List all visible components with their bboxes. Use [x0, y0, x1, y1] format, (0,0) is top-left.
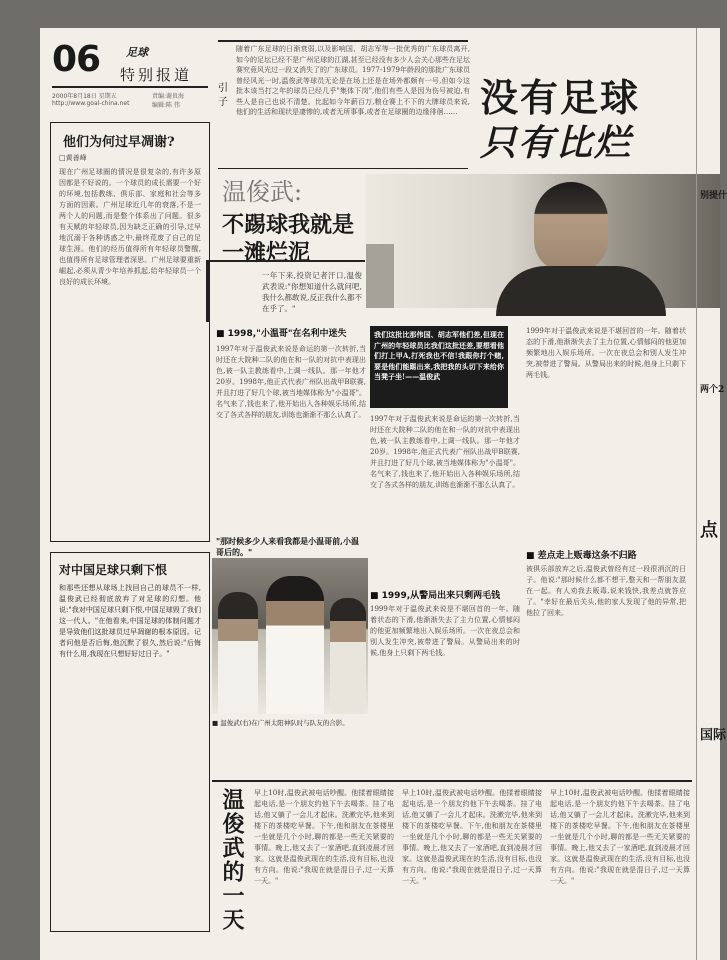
issue-date: 2000年8月18日 星期五 [52, 93, 117, 100]
player-left [218, 592, 258, 714]
section-1-body: 1997年对于温俊武来说是命运的第一次转折,当时还在大院种二队的他在和一队的对抗中表现出色,被一队主教练看中,上调一线队。那一年他才20岁。1998年,他正式代表广州队出战甲B联赛,并且打进了好几个球,被当地媒体称为"小温哥"。名气来了,钱也来了,他开始出入各种娱乐场所,结交了各式各样的朋友,训练也渐渐不那么认真了。 [216, 345, 366, 419]
designer-credit: 编辑:陈 伟 [152, 102, 180, 109]
section-2-title-text: 1999,从警局出来只剩两毛钱 [381, 591, 501, 601]
intro-bottom-rule [218, 168, 468, 169]
section-1-square-icon: ■ [216, 329, 225, 339]
player-center [266, 576, 324, 714]
section-1-bold-quote: "那时候多少人来看我都是小温哥前,小温哥后的。" [216, 536, 359, 557]
editor-credit: 责编:谢贵海 [152, 93, 185, 100]
bottom-vertical-title: 温俊武的一天 [219, 788, 245, 932]
right-edge-rule [696, 28, 697, 960]
feature-title-line-1: 不踢球我就是 [222, 212, 355, 238]
caption-square-icon: ■ [212, 719, 219, 727]
photo-caption-text: 温俊武(右)在广州太阳神队时与队友的合影。 [220, 719, 349, 727]
pullquote-text: 一年下来,投资记者汗口,温俊武表说:"你想知道什么就问吧,我什么都敢说,反正我什么都不在乎了。" [262, 271, 362, 313]
right-edge-snippet-3: 点 [700, 520, 718, 541]
newspaper-page [40, 28, 727, 960]
headline-line-2: 只有比烂 [480, 123, 633, 164]
feature-title-line-2: 一滩烂泥 [222, 240, 311, 266]
brand-logo: 足球 [126, 46, 148, 59]
section-title: 特别报道 [120, 66, 193, 84]
section-2-body: 1999年对于温俊武来说是不堪回首的一年。随着状态的下滑,他渐渐失去了主力位置,心情郁闷的他更加频繁地出入娱乐场所。一次在夜总会和别人发生冲突,被带进了警局。从警局出来的时候,他身上只剩下两毛钱。 [370, 605, 520, 657]
intro-label-text: 引子 [218, 83, 228, 108]
intro-label [218, 82, 232, 110]
portrait-photo [366, 174, 720, 308]
player-right [330, 598, 366, 714]
bottom-column-1: 早上10时,温俊武被电话吵醒。他揉着眼睛接起电话,是一个朋友约他下午去喝茶。挂了电话,他又躺了一会儿才起床。洗漱完毕,他来到楼下的茶楼吃早餐。下午,他和朋友在茶楼里一坐就是几个小时,聊的都是一些无关紧要的事情。晚上,他又去了一家酒吧,直到凌晨才回家。这就是温俊武现在的生活,没有目标,也没有方向。他说:"我现在就是混日子,过一天算一天。" [254, 789, 394, 885]
right-edge-snippet-4: 国际 [700, 728, 727, 743]
headline-line-1: 没有足球 [480, 76, 641, 120]
bottom-column-3: 早上10时,温俊武被电话吵醒。他揉着眼睛接起电话,是一个朋友约他下午去喝茶。挂了电话,他又躺了一会儿才起床。洗漱完毕,他来到楼下的茶楼吃早餐。下午,他和朋友在茶楼里一坐就是几个小时,聊的都是一些无关紧要的事情。晚上,他又去了一家酒吧,直到凌晨才回家。这就是温俊武现在的生活,没有目标,也没有方向。他说:"我现在就是混日子,过一天算一天。" [550, 789, 690, 885]
right-edge-snippet-1: 别提什 [700, 191, 727, 201]
mid-column-filler: 1997年对于温俊武来说是命运的第一次转折,当时还在大院种二队的他在和一队的对抗中表现出色,被一队主教练看中,上调一线队。那一年他才20岁。1998年,他正式代表广州队出战甲B联赛,并且打进了好几个球,被当地媒体称为"小温哥"。名气来了,钱也来了,他开始出入各种娱乐场所,结交了各式各样的朋友,训练也渐渐不那么认真了。 [370, 415, 520, 489]
article-box-1 [50, 122, 210, 542]
article-1-title: 他们为何过早凋谢? [63, 135, 175, 150]
bottom-column-2: 早上10时,温俊武被电话吵醒。他揉着眼睛接起电话,是一个朋友约他下午去喝茶。挂了电话,他又躺了一会儿才起床。洗漱完毕,他来到楼下的茶楼吃早餐。下午,他和朋友在茶楼里一坐就是几个小时,聊的都是一些无关紧要的事情。晚上,他又去了一家酒吧,直到凌晨才回家。这就是温俊武现在的生活,没有目标,也没有方向。他说:"我现在就是混日子,过一天算一天。" [402, 789, 542, 885]
article-2-body: 和那些还想从球场上找回自己的球员不一样,温俊武已经彻底放弃了对足球的幻想。他说:"我对中国足球只剩下恨,中国足球毁了我们这一代人。"在他看来,中国足球的体制问题才是导致他们这批球员过早凋谢的根本原因。记者问他是否后悔,他沉默了很久,然后说:"后悔有什么用,我现在只想好好过日子。" [59, 584, 201, 658]
team-photo [212, 558, 368, 714]
section-1-title-text: 1998,"小温哥"在名利中迷失 [227, 329, 347, 339]
page-number: 06 [52, 39, 101, 80]
article-box-2 [50, 552, 210, 932]
section-1-title [216, 326, 366, 339]
right-edge-snippet-2: 两个2 [700, 385, 725, 395]
intro-text: 随着广东足球的日渐衰弱,以及影响国、胡志军等一批优秀的广东球员离开,如今的足坛已经不是广州足球的江湖,甚至已经没有多少人会关心那些在足坛赛究竟风光过一段又消失了的广东球员。1977-1979年龄段的那批广东球员曾经风光一时,温俊武等球员无论是在场上还是在场外都颇有一号,但如今这批本该当打之年的球员已经几乎"集体下岗",他们有些人是因为伤号被迫,有些人是自己也说不清楚。比起如今年薪百万,粮仓赛上不下的大牌球员来说,他们的生活和现状是凄惨的,或者无所事事,或者在足球圈的边缘徘徊…… [236, 45, 470, 116]
bottom-rule [212, 780, 692, 782]
quote-box [370, 326, 508, 408]
article-1-body: 现在广州足球圈的情况是很复杂的,有许多原因都是不好说的。一个球员的成长需要一个好的环境,包括教练、俱乐部、家庭和社会等多方面的因素。广州足球近几年的衰落,不是一两个人的问题,而是整个体系出了问题。很多有天赋的年轻球员,因为缺乏正确的引导,过早地沉溺于各种诱惑之中,最终荒废了自己的足球生涯。他们的经历值得所有年轻球员警醒,也值得所有足球管理者深思。广州足球要重新崛起,必须从青少年培养抓起,给年轻球员一个良好的成长环境。 [59, 168, 201, 286]
section-3-title [526, 548, 686, 561]
website-url: http://www.goal-china.net [52, 100, 130, 107]
section-3-body: 被俱乐部放弃之后,温俊武曾经有过一段很消沉的日子。他说:"那时候什么都不想干,整天和一帮朋友混在一起。有人劝我去贩毒,说来钱快,我差点就答应了。"幸好在最后关头,他的家人发现了他的异常,把他拉了回来。 [526, 565, 686, 617]
article-2-title: 对中国足球只剩下恨 [59, 563, 168, 577]
header-rule [52, 86, 208, 88]
intro-rule [218, 40, 468, 42]
section-2-title [370, 588, 520, 601]
article-1-author: □黄善峰 [59, 154, 87, 162]
portrait-shoulders [496, 266, 666, 316]
quote-box-text: 我们这批比那伟国、胡志军他们差,但现在广州的年轻球员比我们这批还差,要想看他们打上甲A,打死我也不信!我跟你打个赌,要是他们能踢出来,我把我的头切下来给你当凳子坐!——温俊武 [374, 330, 504, 381]
feature-kicker: 温俊武: [222, 178, 303, 206]
right-column-upper: 1999年对于温俊武来说是不堪回首的一年。随着状态的下滑,他渐渐失去了主力位置,心情郁闷的他更加频繁地出入娱乐场所。一次在夜总会和别人发生冲突,被带进了警局。从警局出来的时候,他身上只剩下两毛钱。 [526, 327, 686, 379]
section-3-square-icon: ■ [526, 551, 535, 561]
section-2-square-icon: ■ [370, 591, 379, 601]
section-3-title-text: 差点走上贩毒这条不归路 [537, 551, 637, 561]
portrait-left-figure [366, 244, 394, 308]
photo-caption [212, 718, 368, 727]
portrait-head [534, 182, 608, 272]
